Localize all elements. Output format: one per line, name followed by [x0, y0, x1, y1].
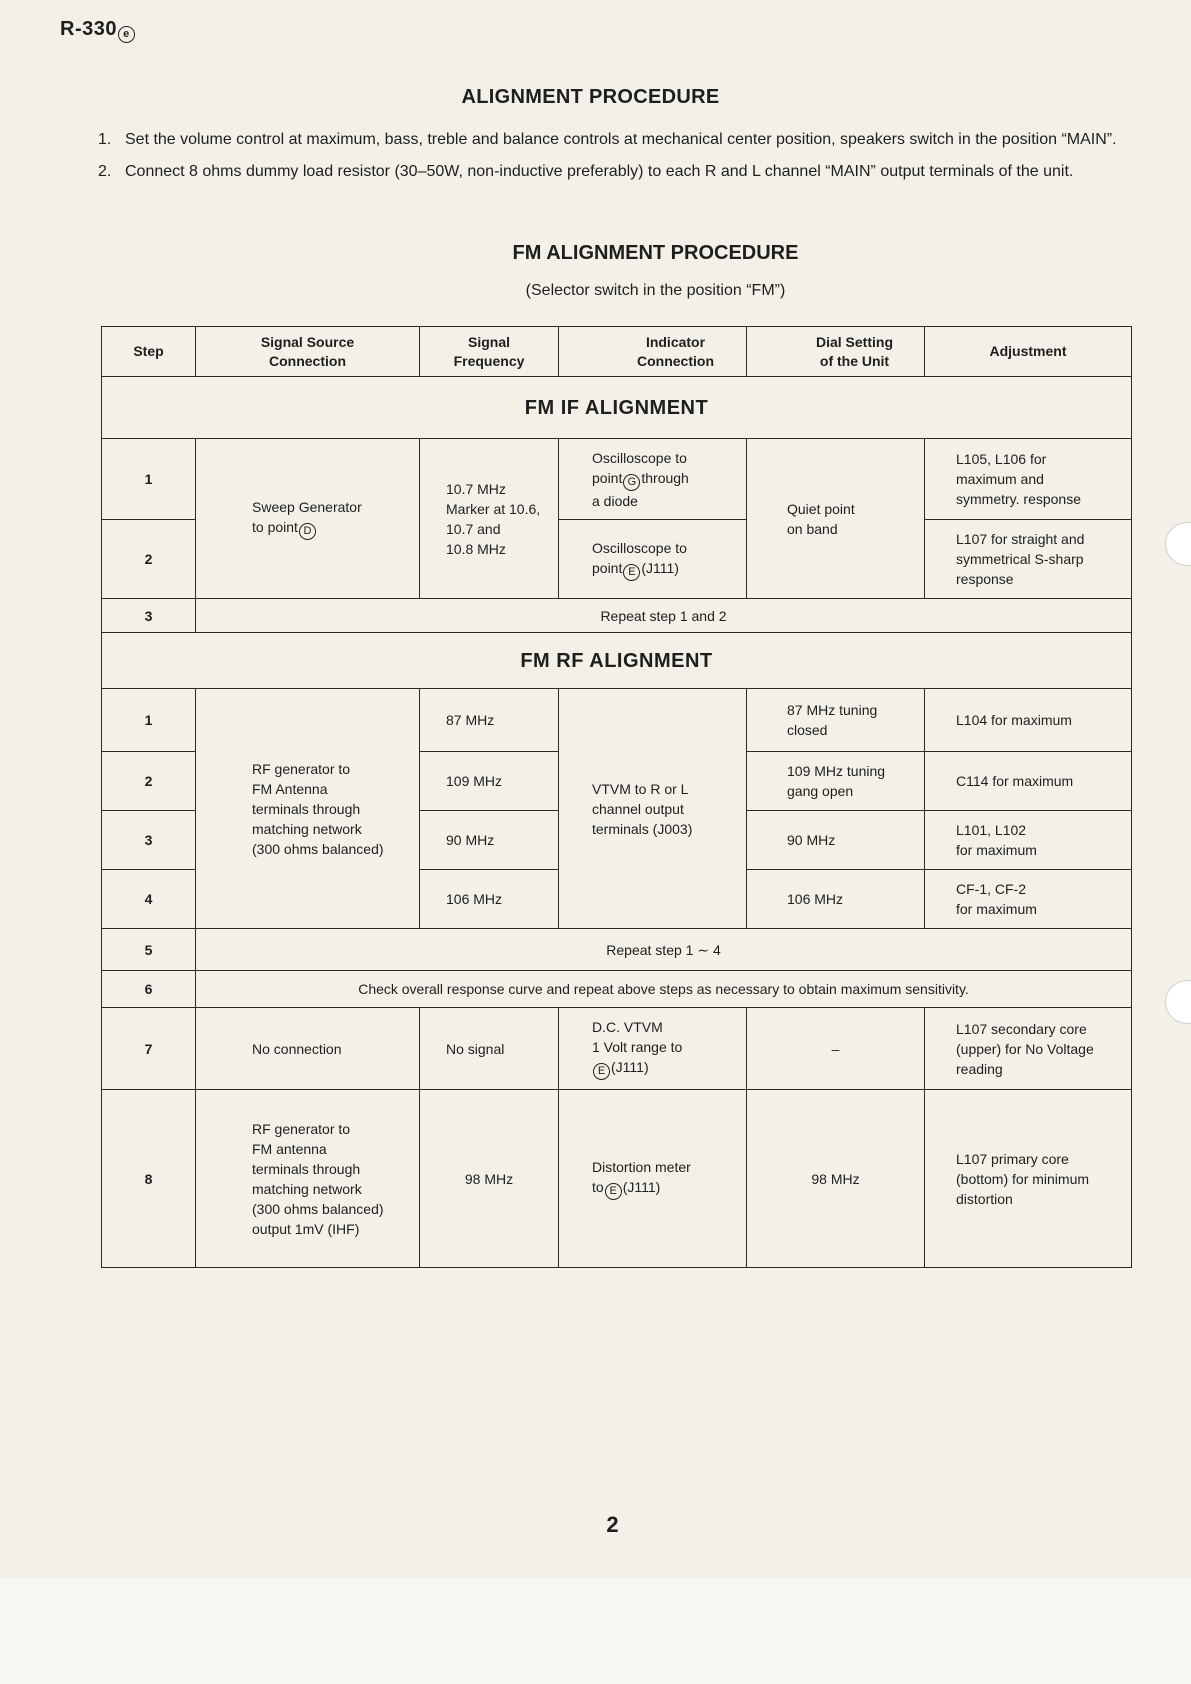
table-row — [102, 971, 1132, 1008]
indicator-cell: D.C. VTVM 1 Volt range to E (J111) — [559, 1008, 747, 1090]
instruction-number: 2. — [98, 163, 112, 180]
table-row — [102, 929, 1132, 971]
adjustment-cell: L101, L102 for maximum — [925, 811, 1132, 870]
instruction-number: 1. — [98, 131, 112, 148]
indicator-cell: Distortion meter to E (J111) — [559, 1090, 747, 1268]
step-cell: 4 — [102, 870, 196, 929]
step-cell: 7 — [102, 1008, 196, 1090]
indicator-cell: VTVM to R or L channel output terminals (J003) — [559, 689, 747, 929]
step-cell: 2 — [102, 752, 196, 811]
adjustment-cell: L107 primary core (bottom) for minimum distortion — [925, 1090, 1132, 1268]
dial-setting-cell: – — [747, 1008, 925, 1090]
binder-hole — [1165, 980, 1191, 1024]
step-cell: 3 — [102, 599, 196, 633]
fm-section-title: FM ALIGNMENT PROCEDURE — [512, 242, 799, 264]
step-cell: 6 — [102, 971, 196, 1008]
header-indicator: Indicator Connection — [559, 327, 747, 377]
signal-source-cell: No connection — [196, 1008, 420, 1090]
rf-section-row — [102, 633, 1132, 689]
signal-frequency-cell: 87 MHz — [420, 689, 559, 752]
dial-setting-cell: 90 MHz — [747, 811, 925, 870]
model-suffix-mark: e — [118, 26, 135, 43]
signal-frequency-cell: 98 MHz — [420, 1090, 559, 1268]
signal-source-cell: RF generator to FM antenna terminals through matching network (300 ohms balanced) output 1mV (IHF) — [196, 1090, 420, 1268]
adjustment-cell: L107 for straight and symmetrical S-sharp response — [925, 520, 1132, 599]
signal-source-cell: RF generator to FM Antenna terminals through matching network (300 ohms balanced) — [196, 689, 420, 929]
instruction-text: Set the volume control at maximum, bass, treble and balance controls at mechanical center position, speakers switch in the position “MAIN”. — [125, 131, 1117, 148]
step-cell: 5 — [102, 929, 196, 971]
signal-frequency-cell: 109 MHz — [420, 752, 559, 811]
adjustment-cell: L105, L106 for maximum and symmetry. response — [925, 439, 1132, 520]
rf-alignment-title: FM RF ALIGNMENT — [102, 633, 1132, 689]
page-margin — [0, 1578, 1191, 1684]
step-cell: 8 — [102, 1090, 196, 1268]
signal-frequency-cell: 10.7 MHz Marker at 10.6, 10.7 and 10.8 MHz — [420, 439, 559, 599]
header-signal-frequency: Signal Frequency — [420, 327, 559, 377]
header-step: Step — [102, 327, 196, 377]
binder-hole — [1165, 522, 1191, 566]
instruction-text: Connect 8 ohms dummy load resistor (30–50W, non-inductive preferably) to each R and L channel “MAIN” output terminals of the unit. — [125, 163, 1074, 180]
table-row — [102, 689, 1132, 752]
point-marker: E — [605, 1183, 622, 1200]
header-adjustment: Adjustment — [925, 327, 1132, 377]
if-alignment-title: FM IF ALIGNMENT — [102, 377, 1132, 439]
step-cell: 1 — [102, 689, 196, 752]
instruction-list — [98, 128, 1144, 192]
table-header-row — [102, 327, 1132, 377]
dial-setting-cell: 98 MHz — [747, 1090, 925, 1268]
table-row — [102, 439, 1132, 520]
instruction-item — [98, 128, 1144, 152]
dial-setting-cell: 109 MHz tuning gang open — [747, 752, 925, 811]
point-marker: G — [623, 474, 640, 491]
document-title: ALIGNMENT PROCEDURE — [461, 86, 720, 108]
model-number: R-330 — [60, 18, 117, 40]
signal-frequency-cell: No signal — [420, 1008, 559, 1090]
dial-setting-cell: 87 MHz tuning closed — [747, 689, 925, 752]
signal-frequency-cell: 106 MHz — [420, 870, 559, 929]
step-cell: 2 — [102, 520, 196, 599]
adjustment-cell: C114 for maximum — [925, 752, 1132, 811]
dial-setting-cell: 106 MHz — [747, 870, 925, 929]
step-cell: 1 — [102, 439, 196, 520]
header-dial-setting: Dial Setting of the Unit — [747, 327, 925, 377]
indicator-cell: Oscilloscope to point G through a diode — [559, 439, 747, 520]
step-cell: 3 — [102, 811, 196, 870]
fm-section-note: (Selector switch in the position “FM”) — [525, 282, 786, 299]
point-marker: D — [299, 523, 316, 540]
indicator-cell: Oscilloscope to point E (J111) — [559, 520, 747, 599]
check-note-cell: Check overall response curve and repeat above steps as necessary to obtain maximum sensitivity. — [196, 971, 1132, 1008]
alignment-table — [101, 326, 1132, 1268]
dial-setting-cell: Quiet point on band — [747, 439, 925, 599]
instruction-item — [98, 160, 1144, 184]
repeat-note-cell: Repeat step 1 ∼ 4 — [196, 929, 1132, 971]
adjustment-cell: L104 for maximum — [925, 689, 1132, 752]
adjustment-cell: L107 secondary core (upper) for No Voltage reading — [925, 1008, 1132, 1090]
table-row — [102, 1008, 1132, 1090]
point-marker: E — [623, 564, 640, 581]
signal-frequency-cell: 90 MHz — [420, 811, 559, 870]
if-section-row — [102, 377, 1132, 439]
table-row — [102, 599, 1132, 633]
point-marker: E — [593, 1063, 610, 1080]
table-row — [102, 1090, 1132, 1268]
repeat-note-cell: Repeat step 1 and 2 — [196, 599, 1132, 633]
header-signal-source: Signal Source Connection — [196, 327, 420, 377]
page-number: 2 — [606, 1512, 619, 1537]
signal-source-cell: Sweep Generator to point D — [196, 439, 420, 599]
adjustment-cell: CF-1, CF-2 for maximum — [925, 870, 1132, 929]
model-label — [60, 18, 136, 43]
